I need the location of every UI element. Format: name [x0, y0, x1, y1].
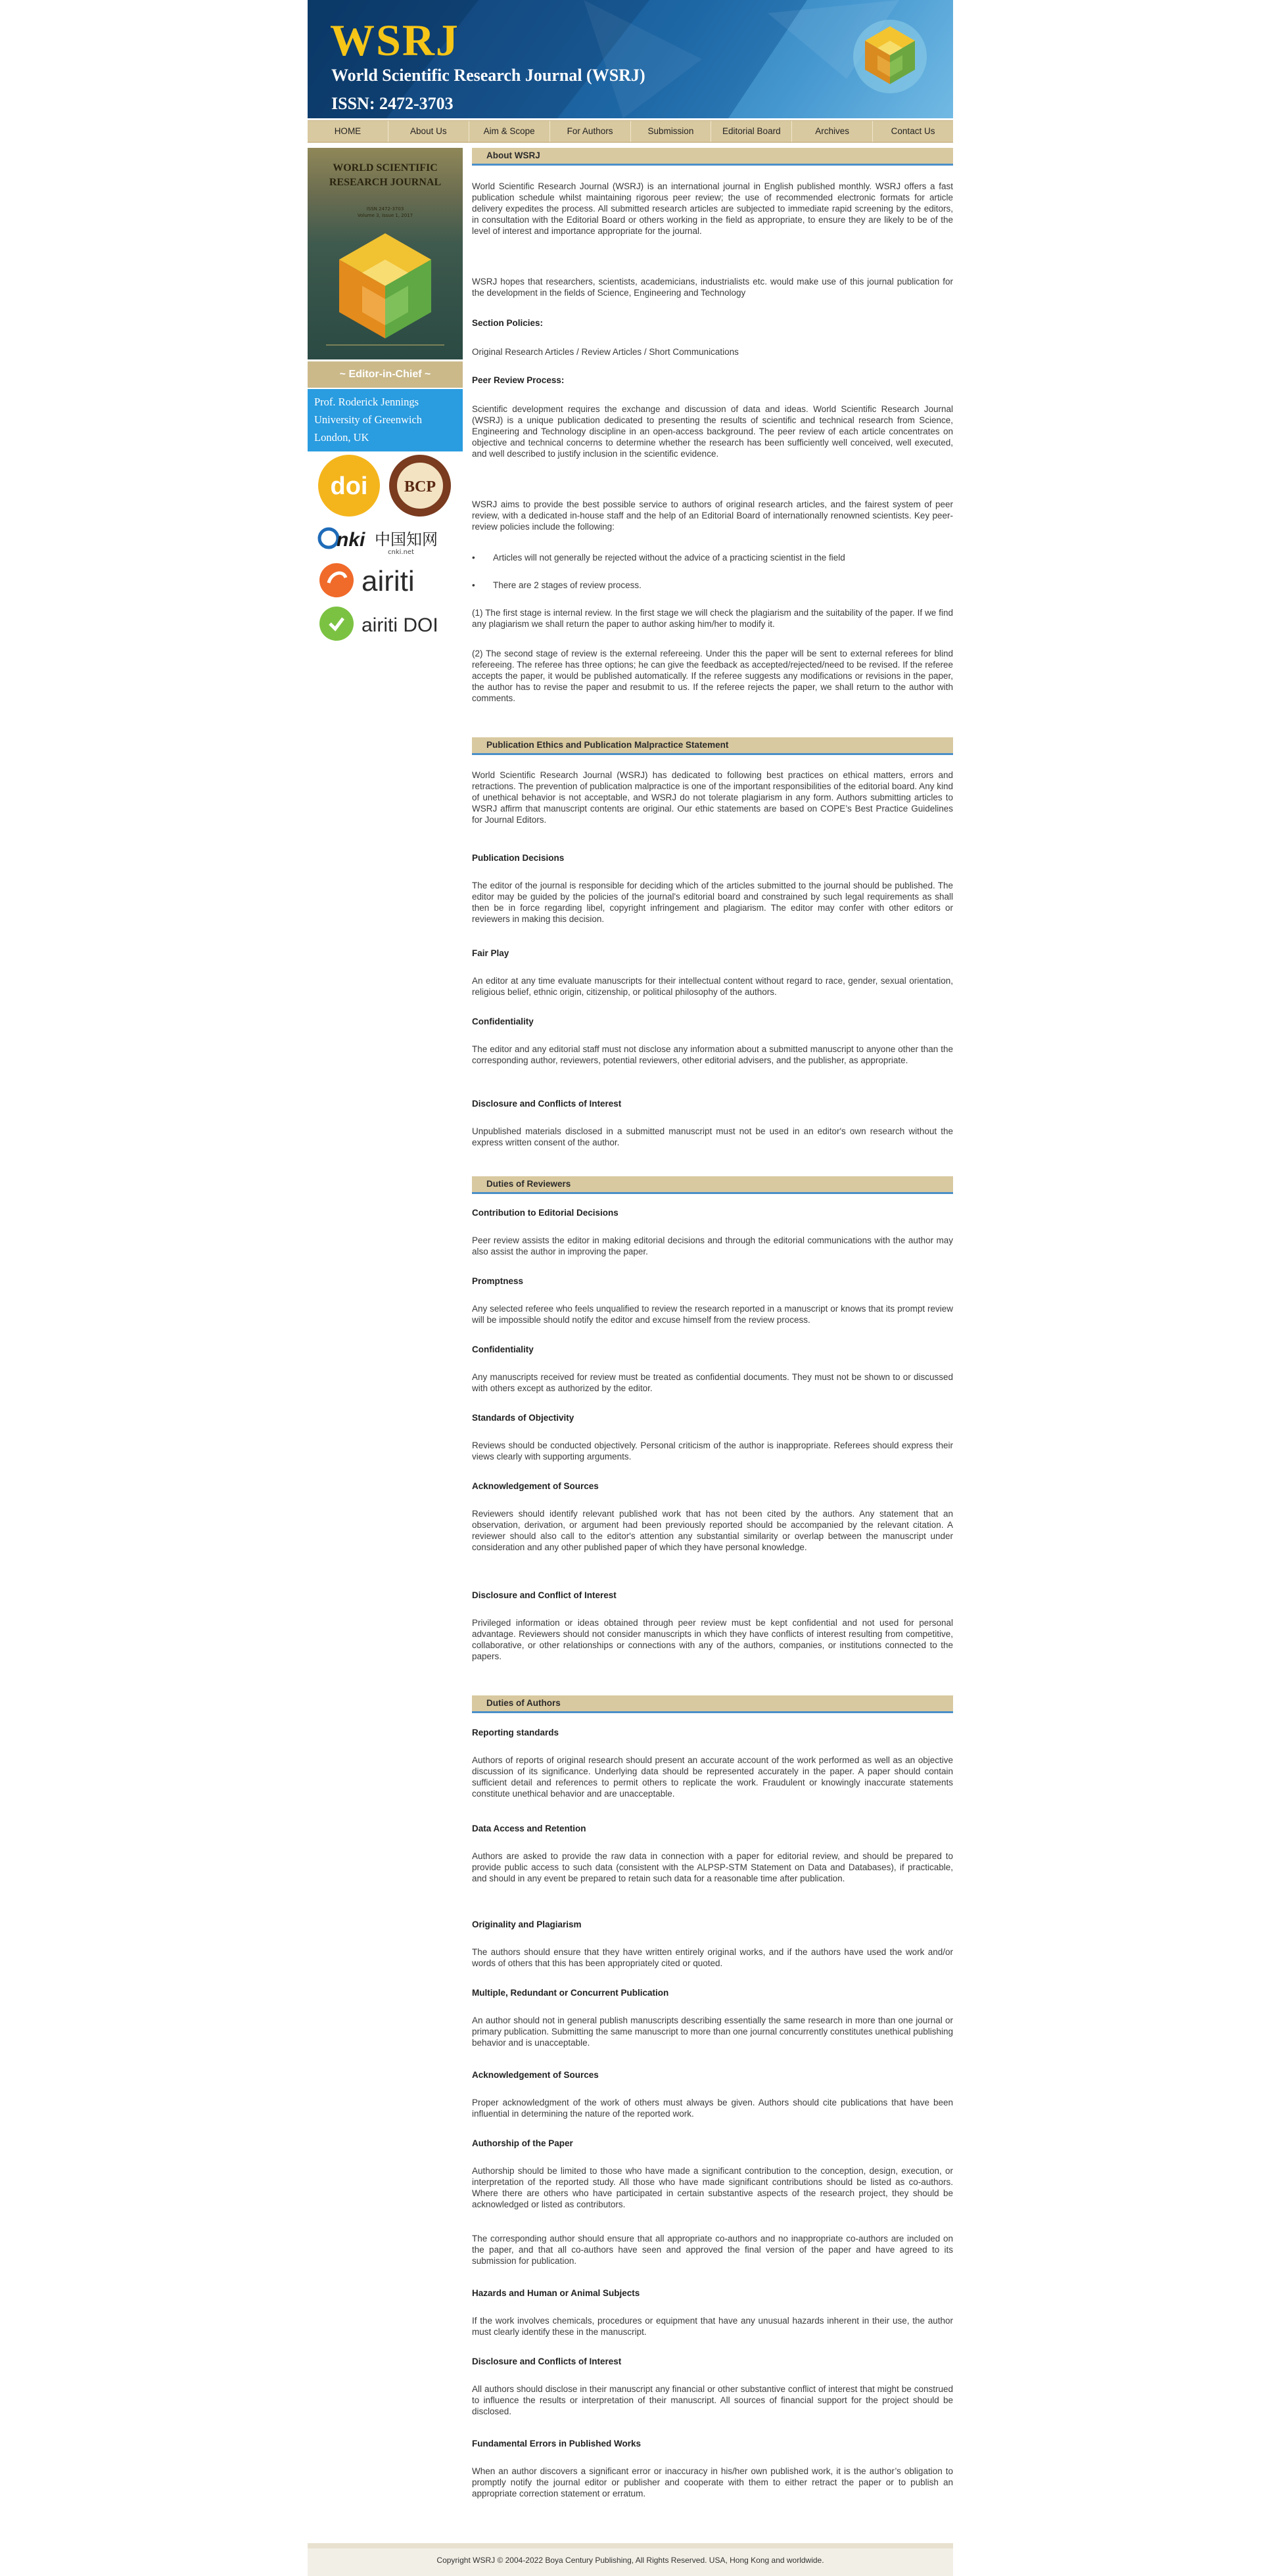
fundamental-errors-text: When an author discovers a significant error or inaccuracy in his/her own published work, it is the author’s obligation to promptly notify the journal editor or publisher and cooperate with them to either retract the paper or to publish an appropriate correction statement or erratum. [472, 2466, 953, 2498]
airiti-icon [317, 561, 452, 600]
nav-for-authors[interactable]: For Authors [550, 121, 631, 142]
cover-title: WORLD SCIENTIFIC RESEARCH JOURNAL [329, 162, 442, 188]
nav-aim-scope[interactable]: Aim & Scope [469, 121, 550, 142]
contribution-text: Peer review assists the editor in making editorial decisions and through the editorial communications with the author may also assist the author in improving the paper. [472, 1235, 953, 1256]
nav-editorial-board[interactable]: Editorial Board [711, 121, 792, 142]
reviewer-confidentiality-title: Confidentiality [472, 1345, 534, 1354]
svg-text:airiti: airiti [362, 565, 415, 597]
doi-logo[interactable] [317, 453, 381, 518]
reviewer-sources-title: Acknowledgement of Sources [472, 1481, 599, 1491]
editor-confidentiality-title: Confidentiality [472, 1017, 534, 1026]
author-sources-text: Proper acknowledgment of the work of others must always be given. Authors should cite publications that have been influential in determining the nature of the reported work. [472, 2098, 953, 2119]
peer-review-paragraph-1: Scientific development requires the exchange and discussion of data and ideas. World Scientific Research Journal (WSRJ) is a unique publication dedicated to presenting the results of scientific and technical research from Science, Engineering and Technology discipline in an open-access background. The peer review of each article concentrates on objective and technical concerns to determine whether the research has been sufficiently well conceived, well executed, and well described to justify inclusion in the scientific evidence. [472, 404, 953, 459]
cover-subtitle: ISSN 2472-3703 Volume 3, Issue 1, 2017 [357, 206, 413, 218]
objectivity-text: Reviews should be conducted objectively. Personal criticism of the author is inappropriate. Referees should express their views clearly with supporting arguments. [472, 1440, 953, 1461]
author-disclosure-text: All authors should disclose in their manuscript any financial or other substantive conflict of interest that might be construed to influence the results or interpretation of their manuscript. All sources of financial support for the project should be disclosed. [472, 2384, 953, 2416]
issn: ISSN: 2472-3703 [331, 94, 454, 113]
page: WSRJ World Scientific Research Journal (WSRJ) ISSN: 2472-3703 HOME About Us Aim & Scope For Authors Submission Editorial Board Archives Contact Us WORLD SCIENTIFIC RESEARCH JOURNAL ISSN 2472-3703 Volume 3, Issue 1, 2017 ~ Editor-in-Chief ~ Prof. Roderick Jennings University of Greenwich London, UK doi BCP nki 中国知网 cnki.net airiti airiti DOI About WSRJ World Scientific Research Journal (WSRJ) is an international journal in English published monthly. WSRJ offers a fast publication schedule whilst maintaining rigorous peer review; the use of recommended electronic formats for article delivery expedites the process. All submitted research articles are subjected to immediate rapid screening by the editors, in consultation with the Editorial Board or others working in the field as appropriate, to ensure they are likely to be of the level of interest and importance appropriate for the journal. WSRJ hopes that researchers, scientists, academicians, industrialists etc. would make use of this journal publication for the development in the fields of Science, Engineering and Technology Section Policies: Original Research Articles / Review Articles / Short Communications Peer Review Process: Scientific development requires the exchange and discussion of data and ideas. World Scientific Research Journal (WSRJ) is a unique publication dedicated to presenting the results of scientific and technical research from Science, Engineering and Technology discipline in an open-access background. The peer review of each article concentrates on objective and technical concerns to determine whether the research has been sufficiently well conceived, well executed, and well described to justify inclusion in the scientific evidence. WSRJ aims to provide the best possible service to authors of original research articles, and the fairest system of peer review, with a dedicated in-house staff and the help of an Editorial Board of internationally renowned scientists. Key peer-review policies include the following: • Articles will not generally be rejected without the advice of a practicing scientist in the field • There are 2 stages of review process. (1) The first stage is internal review. In the first stage we will check the plagiarism and the suitability of the paper. If we find any plagiarism we shall return the paper to author asking him/her to modify it. (2) The second stage of review is the external refereeing. Under this the paper will be sent to external referees for blind refereeing. The referee has three options; he can give the feedback as accepted/rejected/need to be revised. If the referee accepts the paper, it would be published automatically. If the referee suggests any modifications or revisions in the paper, the author has to revise the paper and resubmit to us. If the referee rejects the paper, we shall return to the author with comments. Publication Ethics and Publication Malpractice Statement World Scientific Research Journal (WSRJ) has dedicated to following best practices on ethical matters, errors and retractions. The prevention of publication malpractice is one of the important responsibilities of the editorial board. Any kind of unethical behavior is not acceptable, and WSRJ do not tolerate plagiarism in any form. Authors submitting articles to WSRJ affirm that manuscript contents are original. Our ethic statements are based on COPE’s Best Practice Guidelines for Journal Editors. Publication Decisions The editor of the journal is responsible for deciding which of the articles submitted to the journal should be published. The editor may be guided by the policies of the journal's editorial board and constrained by such legal requirements as shall then be in force regarding libel, copyright infringement and plagiarism. The editor may confer with other editors or reviewers in making this decision. Fair Play An editor at any time evaluate manuscripts for their intellectual content without regard to race, gender, sexual orientation, religious belief, ethnic origin, citizenship, or political philosophy of the authors. Confidentiality The editor and any editorial staff must not disclose any information about a submitted manuscript to anyone other than the corresponding author, reviewers, potential reviewers, other editorial advisers, and the publisher, as appropriate. Disclosure and Conflicts of Interest Unpublished materials disclosed in a submitted manuscript must not be used in an editor's own research without the express written consent of the author. Duties of Reviewers Contribution to Editorial Decisions Peer review assists the editor in making editorial decisions and through the editorial communications with the author may also assist the author in improving the paper. Promptness Any selected referee who feels unqualified to review the research reported in a manuscript or knows that its prompt review will be impossible should notify the editor and excuse himself from the review process. Confidentiality Any manuscripts received for review must be treated as confidential documents. They must not be shown to or discussed with others except as authorized by the editor. Standards of Objectivity Reviews should be conducted objectively. Personal criticism of the author is inappropriate. Referees should express their views clearly with supporting arguments. Acknowledgement of Sources Reviewers should identify relevant published work that has not been cited by the authors. Any statement that an observation, derivation, or argument had been previously reported should be accompanied by the relevant citation. A reviewer should also call to the editor's attention any substantial similarity or overlap between the manuscript under consideration and any other published paper of which they have personal knowledge. Disclosure and Conflict of Interest Privileged information or ideas obtained through peer review must be kept confidential and not used for personal advantage. Reviewers should not consider manuscripts in which they have conflicts of interest resulting from competitive, collaborative, or other relationships or connections with any of the authors, companies, or institutions connected to the papers. Duties of Authors Reporting standards Authors of reports of original research should present an accurate account of the work performed as well as an objective discussion of its significance. Underlying data should be represented accurately in the paper. A paper should contain sufficient detail and references to permit others to replicate the work. Fraudulent or knowingly inaccurate statements constitute unethical behavior and are unacceptable. Data Access and Retention Authors are asked to provide the raw data in connection with a paper for editorial review, and should be prepared to provide public access to such data (consistent with the ALPSP-STM Statement on Data and Databases), if practicable, and should in any event be prepared to retain such data for a reasonable time after publication. Originality and Plagiarism The authors should ensure that they have written entirely original works, and if the authors have used the work and/or words of others that this has been appropriately cited or quoted. Multiple, Redundant or Concurrent Publication An author should not in general publish manuscripts describing essentially the same research in more than one journal or primary publication. Submitting the same manuscript to more than one journal concurrently constitutes unethical publishing behavior and is unacceptable. Acknowledgement of Sources Proper acknowledgment of the work of others must always be given. Authors should cite publications that have been influential in determining the nature of the reported work. Authorship of the Paper Authorship should be limited to those who have made a significant contribution to the conception, design, execution, or interpretation of the reported study. All those who have made significant contributions should be listed as co-authors. Where there are others who have participated in certain substantive aspects of the research project, they should be acknowledged or listed as contributors. The corresponding author should ensure that all appropriate co-authors and no inappropriate co-authors are included on the paper, and that all co-authors have seen and approved the final version of the paper and have agreed to its submission for publication. Hazards and Human or Animal Subjects If the work involves chemicals, procedures or equipment that have any unusual hazards inherent in their use, the author must clearly identify these in the manuscript. Disclosure and Conflicts of Interest All authors should disclose in their manuscript any financial or other substantive conflict of interest that might be construed to influence the results or interpretation of their manuscript. All sources of financial support for the project should be disclosed. Fundamental Errors in Published Works When an author discovers a significant error or inaccuracy in his/her own published work, it is the author’s obligation to promptly notify the journal editor or publisher and cooperate with them to either retract the paper or to publish an appropriate correction statement or erratum. Copyright WSRJ © 2004-2022 Boya Century Publishing, All Rights Reserved. USA, Hong Kong and worldwide. [308, 0, 953, 2576]
editor-confidentiality-text: The editor and any editorial staff must not disclose any information about a submitted manuscript to anyone other than the corresponding author, reviewers, potential reviewers, other editorial advisers, and the publisher, as appropriate. [472, 1044, 953, 1065]
authorship-text-2: The corresponding author should ensure that all appropriate co-authors and no inappropriate co-authors are included on the paper, and that all co-authors have seen and approved the final version of the paper and have agreed to its submission for publication. [472, 2234, 953, 2266]
reviewer-disclosure-text: Privileged information or ideas obtained through peer review must be kept confidential and not used for personal advantage. Reviewers should not consider manuscripts in which they have conflicts of interest resulting from competitive, collaborative, or other relationships or connections with any of the authors, companies, or institutions connected to the papers. [472, 1618, 953, 1661]
author-disclosure-title: Disclosure and Conflicts of Interest [472, 2357, 622, 2366]
review-stage-2: (2) The second stage of review is the external refereeing. Under this the paper will be sent to external referees for blind refereeing. The referee has three options; he can give the feedback as accepted/rejected/need to be revised. If the referee accepts the paper, it would be published automatically. If the referee suggests any modifications or revisions in the paper, the author has to revise the paper and resubmit to us. If the referee rejects the paper, we shall return to the author with comments. [472, 649, 953, 703]
reviewer-confidentiality-text: Any manuscripts received for review must be treated as confidential documents. They must not be shown to or discussed with others except as authorized by the editor. [472, 1372, 953, 1393]
nav-submission[interactable]: Submission [631, 121, 712, 142]
svg-text:BCP: BCP [404, 478, 436, 495]
fair-play-text: An editor at any time evaluate manuscripts for their intellectual content without regard to race, gender, sexual orientation, religious belief, ethnic origin, citizenship, or political philosophy of the authors. [472, 976, 953, 997]
reporting-standards-text: Authors of reports of original research should present an accurate account of the work performed as well as an objective discussion of its significance. Underlying data should be represented accurately in the paper. A paper should contain sufficient detail and references to permit others to replicate the work. Fraudulent or knowingly inaccurate statements constitute unethical behavior and are unacceptable. [472, 1755, 953, 1799]
bullet-dot: • [472, 553, 475, 563]
reviewer-sources-text: Reviewers should identify relevant published work that has not been cited by the authors. Any statement that an observation, derivation, or argument had been previously reported should be accompanied by the relevant citation. A reviewer should also call to the editor's attention any substantial similarity or overlap between the manuscript under consideration and any other published paper of which they have personal knowledge. [472, 1509, 953, 1552]
cover-cube-icon [326, 227, 444, 352]
site-logo[interactable]: WSRJ [330, 15, 459, 65]
airiti-doi-icon [317, 604, 452, 643]
publication-decisions-text: The editor of the journal is responsible for deciding which of the articles submitted to the journal should be published. The editor may be guided by the policies of the journal's editorial board and constrained by such legal requirements as shall then be in force regarding libel, copyright infringement and plagiarism. The editor may confer with other editors or reviewers in making this decision. [472, 881, 953, 924]
editor-name: Prof. Roderick Jennings [314, 396, 419, 408]
nav-archives[interactable]: Archives [792, 121, 873, 142]
fundamental-errors-title: Fundamental Errors in Published Works [472, 2439, 642, 2449]
publication-decisions-title: Publication Decisions [472, 853, 565, 863]
journal-cover[interactable] [308, 148, 463, 359]
promptness-text: Any selected referee who feels unqualified to review the research reported in a manuscript or knows that its prompt review will be impossible should notify the editor and excuse himself from the review process. [472, 1304, 953, 1325]
about-paragraph-2: WSRJ hopes that researchers, scientists, academicians, industrialists etc. would make use of this journal publication for the development in the fields of Science, Engineering and Technology [472, 277, 953, 298]
section-reviewers-heading: Duties of Reviewers [472, 1176, 953, 1194]
airiti-logo[interactable] [317, 561, 452, 600]
reporting-standards-title: Reporting standards [472, 1728, 559, 1737]
bcp-icon [388, 453, 452, 518]
multiple-publication-text: An author should not in general publish manuscripts describing essentially the same research in more than one journal or primary publication. Submitting the same manuscript to more than one journal concurrently constitutes unethical publishing behavior and is unacceptable. [472, 2015, 953, 2048]
originality-text: The authors should ensure that they have written entirely original works, and if the authors have used the work and/or words of others that this has been appropriately cited or quoted. [472, 1947, 953, 1968]
bcp-logo[interactable] [388, 453, 452, 518]
cnki-logo[interactable] [317, 522, 452, 557]
section-ethics-heading: Publication Ethics and Publication Malpractice Statement [472, 737, 953, 755]
originality-title: Originality and Plagiarism [472, 1920, 582, 1929]
authorship-text-1: Authorship should be limited to those who have made a significant contribution to the conception, design, execution, or interpretation of the reported study. All those who have made significant contributions should be listed as co-authors. Where there are others who have participated in certain substantive aspects of the research project, they should be acknowledged or listed as contributors. [472, 2166, 953, 2209]
svg-text:airiti DOI: airiti DOI [362, 614, 438, 636]
data-access-text: Authors are asked to provide the raw data in connection with a paper for editorial review, and should be prepared to provide public access to such data (consistent with the ALPSP-STM Statement on Data and Databases), if practicable, and should in any event be prepared to retain such data for a reasonable time after publication. [472, 1851, 953, 1883]
section-about-heading: About WSRJ [472, 148, 953, 166]
editor-city: London, UK [314, 431, 369, 444]
about-paragraph-1: World Scientific Research Journal (WSRJ) is an international journal in English published monthly. WSRJ offers a fast publication schedule whilst maintaining rigorous peer review; the use of recommended electronic formats for article delivery expedites the process. All submitted research articles are subjected to immediate rapid screening by the editors, in consultation with the Editorial Board or others working in the field as appropriate, to ensure they are likely to be of the level of interest and importance appropriate for the journal. [472, 181, 953, 236]
data-access-title: Data Access and Retention [472, 1824, 586, 1833]
cube-emblem-icon [852, 18, 928, 95]
editor-in-chief-heading: ~ Editor-in-Chief ~ [308, 361, 463, 388]
hazards-title: Hazards and Human or Animal Subjects [472, 2288, 640, 2298]
bullet-dot: • [472, 580, 475, 590]
editor-disclosure-title: Disclosure and Conflicts of Interest [472, 1099, 622, 1109]
reviewer-disclosure-title: Disclosure and Conflict of Interest [472, 1590, 617, 1600]
header-banner [308, 0, 953, 118]
ethics-intro: World Scientific Research Journal (WSRJ) has dedicated to following best practices on ethical matters, errors and retractions. The prevention of publication malpractice is one of the important responsibilities of the editorial board. Any kind of unethical behavior is not acceptable, and WSRJ do not tolerate plagiarism in any form. Authors submitting articles to WSRJ affirm that manuscript contents are original. Our ethic statements are based on COPE’s Best Practice Guidelines for Journal Editors. [472, 770, 953, 825]
peer-review-paragraph-2: WSRJ aims to provide the best possible service to authors of original research articles, and the fairest system of peer review, with a dedicated in-house staff and the help of an Editorial Board of internationally renowned scientists. Key peer-review policies include the following: [472, 499, 953, 532]
contribution-title: Contribution to Editorial Decisions [472, 1208, 619, 1218]
svg-text:cnki.net: cnki.net [388, 549, 414, 556]
section-policies-title: Section Policies: [472, 318, 544, 328]
nav-contact-us[interactable]: Contact Us [891, 126, 935, 136]
cnki-icon [317, 522, 452, 557]
section-authors-heading: Duties of Authors [472, 1695, 953, 1713]
promptness-title: Promptness [472, 1276, 524, 1286]
author-sources-title: Acknowledgement of Sources [472, 2070, 599, 2080]
editor-disclosure-text: Unpublished materials disclosed in a submitted manuscript must not be used in an editor's own research without the express written consent of the author. [472, 1126, 953, 1147]
authorship-title: Authorship of the Paper [472, 2138, 573, 2148]
review-stage-1: (1) The first stage is internal review. In the first stage we will check the plagiarism and the suitability of the paper. If we find any plagiarism we shall return the paper to author asking him/her to modify it. [472, 608, 953, 629]
section-policies-text: Original Research Articles / Review Articles / Short Communications [472, 347, 739, 357]
objectivity-title: Standards of Objectivity [472, 1413, 574, 1423]
editor-affiliation: University of Greenwich [314, 413, 423, 426]
svg-text:doi: doi [330, 472, 368, 500]
main-nav [308, 120, 953, 143]
svg-text:nki: nki [337, 529, 365, 551]
airiti-doi-logo[interactable] [317, 604, 452, 643]
peer-review-title: Peer Review Process: [472, 375, 565, 385]
svg-text:中国知网: 中国知网 [375, 530, 438, 549]
hazards-text: If the work involves chemicals, procedures or equipment that have any unusual hazards inherent in their use, the author must clearly identify these in the manuscript. [472, 2316, 953, 2337]
fair-play-title: Fair Play [472, 948, 509, 958]
multiple-publication-title: Multiple, Redundant or Concurrent Publication [472, 1988, 669, 1998]
journal-name: World Scientific Research Journal (WSRJ) [331, 66, 645, 85]
footer: Copyright WSRJ © 2004-2022 Boya Century Publishing, All Rights Reserved. USA, Hong Kong and worldwide. [308, 2543, 953, 2576]
nav-home[interactable]: HOME [308, 121, 388, 142]
editor-in-chief-box [308, 389, 463, 451]
doi-icon [317, 453, 381, 518]
nav-about-us[interactable]: About Us [388, 121, 469, 142]
